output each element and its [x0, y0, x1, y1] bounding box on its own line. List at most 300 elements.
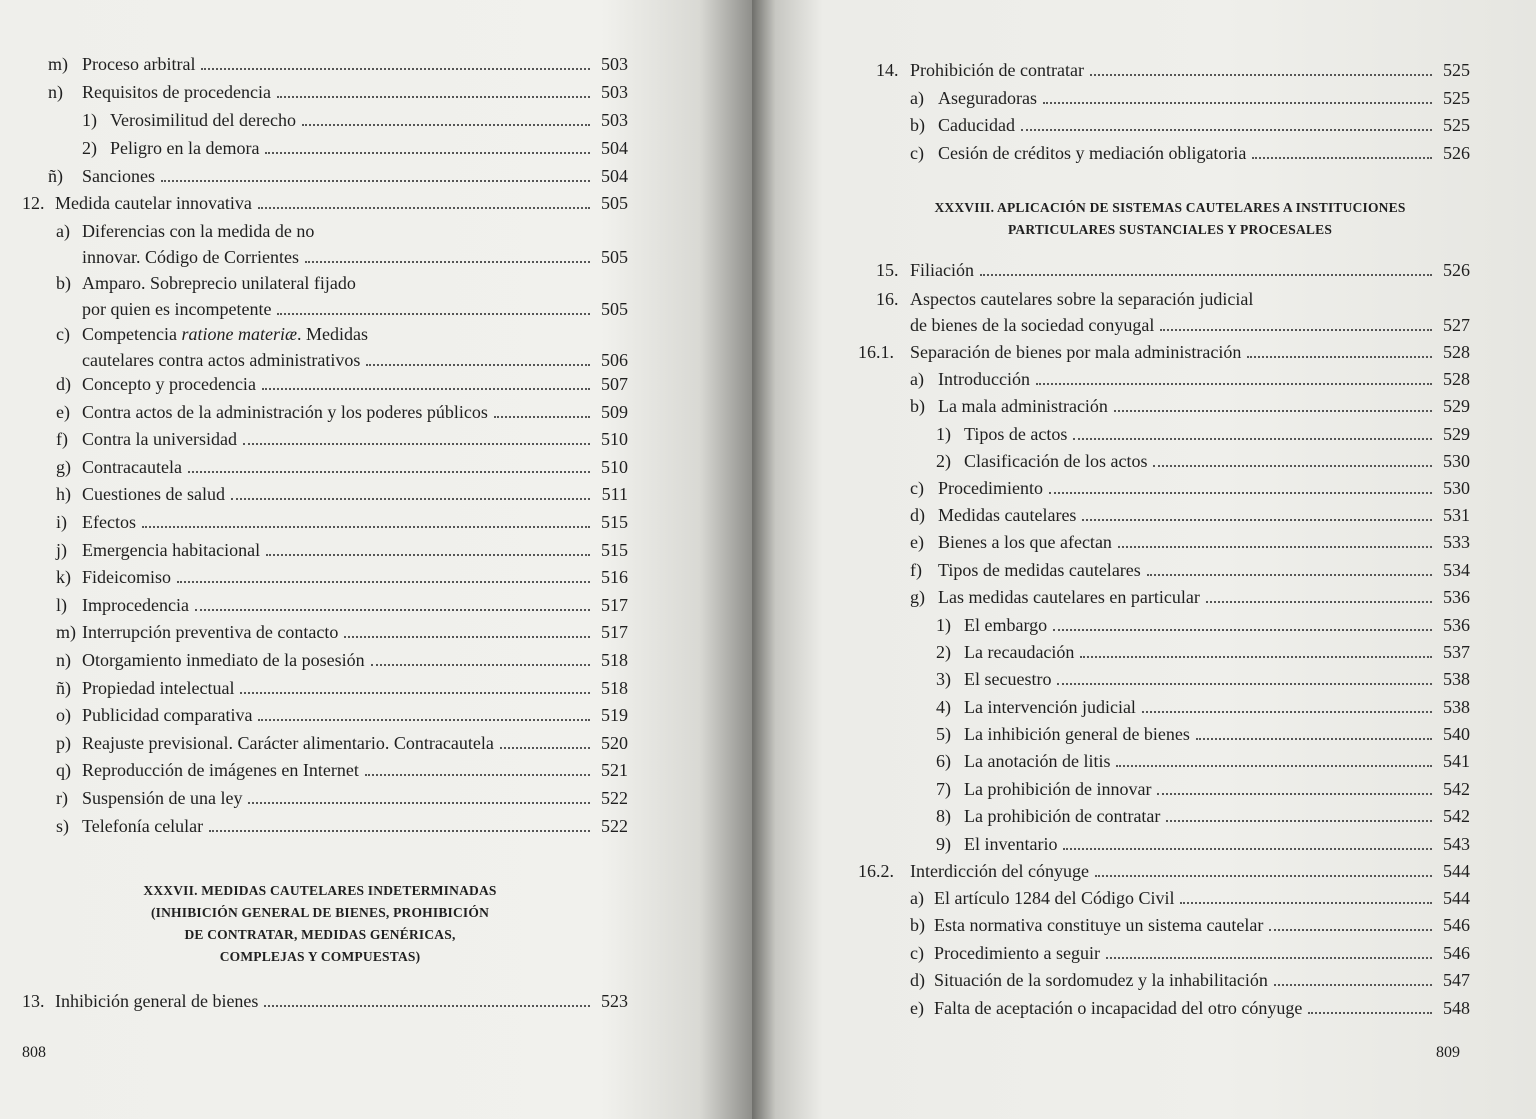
leader-dots: [265, 152, 590, 154]
toc-entry: [56, 591, 628, 619]
page-number: 809: [1436, 1044, 1460, 1061]
leader-dots: [305, 261, 590, 263]
page-reference: 518: [601, 650, 628, 670]
entry-number: o): [56, 705, 71, 726]
page-reference: 538: [1443, 697, 1470, 717]
toc-entry: [910, 474, 1470, 502]
leader-dots: [980, 274, 1432, 276]
leader-dots: [1206, 601, 1432, 603]
entry-number: g): [56, 456, 71, 477]
page-reference: 529: [1443, 424, 1470, 444]
entry-number: h): [56, 484, 71, 505]
page-reference: 521: [601, 760, 628, 781]
entry-number: i): [56, 512, 67, 532]
entry-title-line1: [82, 320, 368, 348]
entry-number: 1): [936, 424, 951, 444]
page-reference: 515: [601, 512, 628, 532]
entry-number: f): [910, 560, 922, 580]
toc-entry: [910, 556, 1470, 584]
page-reference: 504: [601, 138, 628, 158]
entry-number: 6): [936, 751, 951, 771]
entry-title: Interrupción preventiva de contacto: [82, 622, 339, 643]
leader-dots: [209, 830, 590, 832]
page-reference: 510: [601, 456, 628, 477]
leader-dots: [1269, 929, 1432, 931]
leader-dots: [1021, 129, 1432, 131]
entry-number: r): [56, 788, 68, 808]
toc-entry: [48, 50, 628, 78]
leader-dots: [258, 207, 590, 209]
entry-title: Inhibición general de bienes: [55, 991, 259, 1011]
toc-entry: [56, 536, 628, 564]
entry-number: c): [910, 478, 924, 498]
entry-number: 14.: [876, 60, 899, 80]
left-page: [0, 0, 752, 1119]
page-reference: 522: [601, 815, 628, 836]
entry-title: El artículo 1284 del Código Civil: [934, 888, 1175, 908]
entry-number: e): [910, 998, 924, 1018]
entry-number: 15.: [876, 260, 899, 280]
heading-line: DE CONTRATAR, MEDIDAS GENÉRICAS,: [184, 927, 456, 942]
section-heading: [890, 197, 1450, 241]
entry-number: p): [56, 732, 71, 753]
entry-number: j): [56, 539, 67, 560]
entry-title: Verosimilitud del derecho: [110, 110, 296, 130]
toc-entry: [48, 162, 628, 190]
page-reference: 507: [601, 374, 628, 394]
leader-dots: [277, 96, 590, 98]
entry-number: e): [56, 401, 70, 422]
page-reference: 526: [1443, 143, 1470, 163]
entry-title: La mala administración: [938, 396, 1108, 416]
page-reference: 523: [601, 991, 628, 1011]
entry-title: Emergencia habitacional: [82, 539, 261, 560]
page-reference: 503: [601, 110, 628, 130]
page-reference: 543: [1443, 834, 1470, 854]
entry-number: a): [910, 888, 924, 908]
entry-number: 4): [936, 697, 951, 717]
leader-dots: [1157, 793, 1432, 795]
toc-entry: [858, 857, 1470, 885]
leader-dots: [1147, 574, 1432, 576]
leader-dots: [264, 1005, 590, 1007]
toc-entry: [56, 370, 628, 398]
entry-title: Reajuste previsional. Carácter alimentario. Contracautela: [82, 732, 494, 753]
toc-entry: [876, 256, 1470, 284]
heading-line: XXXVII. MEDIDAS CAUTELARES INDETERMINADAS: [143, 883, 497, 898]
toc-entry: [56, 398, 628, 426]
toc-entry: [936, 665, 1470, 693]
leader-dots: [302, 124, 590, 126]
page-reference: 530: [1443, 451, 1470, 471]
page-reference: 525: [1443, 115, 1470, 135]
page-reference: 542: [1443, 806, 1470, 826]
page-reference: 544: [1443, 861, 1470, 881]
toc-entry: [82, 106, 628, 134]
entry-title: Sanciones: [82, 166, 155, 186]
entry-title: Procedimiento a seguir: [934, 943, 1100, 963]
toc-entry: [56, 425, 628, 453]
page-reference: 511: [601, 484, 628, 505]
toc-entry: [56, 563, 628, 591]
entry-number: g): [910, 587, 925, 607]
leader-dots: [262, 388, 590, 390]
leader-dots: [1049, 492, 1432, 494]
entry-number: n): [48, 82, 63, 102]
entry-title: Cesión de créditos y mediación obligatoria: [938, 143, 1247, 163]
toc-entry: [82, 134, 628, 162]
toc-entry: [936, 802, 1470, 830]
toc-entry: [48, 78, 628, 106]
page-reference: 503: [601, 54, 628, 74]
leader-dots: [1053, 629, 1432, 631]
leader-dots: [1247, 356, 1432, 358]
toc-entry: [56, 646, 628, 674]
page-reference: 520: [601, 732, 628, 753]
page-reference: 517: [601, 594, 628, 615]
entry-title-line1: Amparo. Sobreprecio unilateral fijado: [82, 273, 356, 293]
toc-entry: [56, 453, 628, 481]
entry-title: Suspensión de una ley: [82, 788, 243, 808]
entry-title-line2: de bienes de la sociedad conyugal: [910, 315, 1155, 335]
entry-title: Clasificación de los actos: [964, 451, 1148, 471]
leader-dots: [1063, 848, 1432, 850]
entry-title-line1: Aspectos cautelares sobre la separación judicial: [910, 289, 1254, 309]
entry-number: ñ): [56, 677, 71, 698]
leader-dots: [1142, 711, 1432, 713]
leader-dots: [365, 774, 590, 776]
page-reference: 536: [1443, 587, 1470, 607]
heading-line: (INHIBICIÓN GENERAL DE BIENES, PROHIBICIÓN: [150, 905, 490, 920]
page-reference: 533: [1443, 532, 1470, 552]
toc-entry: [936, 830, 1470, 858]
leader-dots: [142, 526, 590, 528]
entry-title-line2: por quien es incompetente: [82, 299, 272, 319]
leader-dots: [258, 719, 590, 721]
leader-dots: [201, 68, 590, 70]
entry-number: d): [910, 970, 925, 990]
entry-title: Telefonía celular: [82, 815, 204, 836]
entry-number: b): [910, 396, 925, 416]
toc-entry: [936, 611, 1470, 639]
page-reference: 505: [601, 193, 628, 213]
leader-dots: [344, 636, 590, 638]
entry-title: Peligro en la demora: [110, 138, 260, 158]
entry-number: c): [56, 324, 70, 344]
entry-title: Procedimiento: [938, 478, 1043, 498]
leader-dots: [1114, 410, 1432, 412]
toc-entry: [56, 756, 628, 784]
entry-number: 16.: [876, 289, 899, 309]
entry-number: s): [56, 815, 69, 836]
entry-title: Improcedencia: [82, 594, 189, 615]
entry-number: b): [910, 115, 925, 135]
page-reference: 540: [1443, 724, 1470, 744]
section-heading: [60, 880, 580, 968]
toc-entry: [936, 693, 1470, 721]
entry-number: 8): [936, 806, 951, 826]
toc-entry-continuation: [82, 243, 628, 271]
toc-entry: [56, 480, 628, 508]
page-reference: 546: [1443, 915, 1470, 935]
toc-entry-continuation: [910, 311, 1470, 339]
entry-number: 1): [936, 615, 951, 635]
page-reference: 542: [1443, 779, 1470, 799]
entry-number: m): [48, 54, 68, 74]
toc-entry: [910, 392, 1470, 420]
title-text: Competencia: [82, 324, 182, 344]
toc-entry: [858, 338, 1470, 366]
toc-entry: [910, 583, 1470, 611]
entry-title: Medida cautelar innovativa: [55, 193, 252, 213]
leader-dots: [177, 581, 590, 583]
entry-title: Fideicomiso: [82, 567, 171, 588]
entry-number: m): [56, 622, 76, 643]
leader-dots: [1252, 157, 1432, 159]
toc-entry: [910, 994, 1470, 1022]
leader-dots: [1153, 465, 1432, 467]
entry-title: Filiación: [910, 260, 974, 280]
entry-title: Contra actos de la administración y los poderes públicos: [82, 401, 488, 422]
leader-dots: [188, 471, 590, 473]
toc-entry: [936, 638, 1470, 666]
entry-number: a): [910, 369, 924, 389]
entry-title: Falta de aceptación o incapacidad del otro cónyuge: [934, 998, 1303, 1018]
page-reference: 526: [1443, 260, 1470, 280]
toc-entry: [910, 911, 1470, 939]
leader-dots: [1080, 656, 1432, 658]
toc-entry: [910, 111, 1470, 139]
page-reference: 519: [601, 705, 628, 726]
entry-title: La intervención judicial: [964, 697, 1136, 717]
leader-dots: [500, 747, 590, 749]
page-reference: 522: [601, 788, 628, 808]
toc-entry: [936, 420, 1470, 448]
entry-title: La prohibición de innovar: [964, 779, 1152, 799]
toc-entry: [936, 447, 1470, 475]
entry-title: Esta normativa constituye un sistema cautelar: [934, 915, 1264, 935]
entry-title: Cuestiones de salud: [82, 484, 225, 505]
entry-number: 3): [936, 669, 951, 689]
toc-entry-continuation: [82, 295, 628, 323]
leader-dots: [1036, 383, 1432, 385]
entry-title: Contracautela: [82, 456, 182, 477]
entry-title: Concepto y procedencia: [82, 374, 256, 394]
entry-number: b): [56, 273, 71, 293]
entry-title: El inventario: [964, 834, 1058, 854]
leader-dots: [366, 364, 590, 366]
leader-dots: [1118, 546, 1432, 548]
entry-number: 16.2.: [858, 861, 894, 881]
toc-entry: [910, 139, 1470, 167]
entry-title: Contra la universidad: [82, 429, 237, 450]
leader-dots: [195, 609, 590, 611]
page-reference: 541: [1443, 751, 1470, 771]
toc-entry: [910, 501, 1470, 529]
page-reference: 505: [601, 247, 628, 267]
right-page: [752, 0, 1536, 1119]
leader-dots: [1073, 438, 1432, 440]
title-text: . Medidas: [296, 324, 368, 344]
entry-number: b): [910, 915, 925, 935]
leader-dots: [1274, 984, 1432, 986]
leader-dots: [1106, 957, 1432, 959]
heading-line: XXXVIII. APLICACIÓN DE SISTEMAS CAUTELARES A INSTITUCIONES: [934, 200, 1406, 215]
entry-number: n): [56, 650, 71, 670]
toc-entry: [22, 987, 628, 1015]
leader-dots: [1082, 519, 1432, 521]
entry-title: Caducidad: [938, 115, 1015, 135]
entry-title: Introducción: [938, 369, 1030, 389]
page-reference: 510: [601, 429, 628, 450]
toc-entry: [910, 966, 1470, 994]
page-reference: 517: [601, 622, 628, 643]
entry-title: La recaudación: [964, 642, 1075, 662]
leader-dots: [1043, 102, 1432, 104]
entry-title: Propiedad intelectual: [82, 677, 235, 698]
page-reference: 509: [601, 401, 628, 422]
toc-entry: [876, 56, 1470, 84]
entry-title: Bienes a los que afectan: [938, 532, 1112, 552]
entry-number: 12.: [22, 193, 45, 213]
leader-dots: [266, 554, 590, 556]
entry-title: Situación de la sordomudez y la inhabilitación: [934, 970, 1268, 990]
entry-title: Medidas cautelares: [938, 505, 1077, 525]
entry-number: ñ): [48, 166, 63, 186]
leader-dots: [371, 664, 590, 666]
page-reference: 529: [1443, 396, 1470, 416]
entry-number: 7): [936, 779, 951, 799]
leader-dots: [231, 498, 590, 500]
leader-dots: [277, 313, 590, 315]
entry-title: Separación de bienes por mala administración: [910, 342, 1242, 362]
page-reference: 518: [601, 677, 628, 698]
page-reference: 504: [601, 166, 628, 186]
heading-line: PARTICULARES SUSTANCIALES Y PROCESALES: [1007, 222, 1333, 237]
entry-number: 1): [82, 110, 97, 130]
page-reference: 548: [1443, 998, 1470, 1018]
toc-entry: [56, 701, 628, 729]
leader-dots: [1116, 765, 1432, 767]
toc-entry: [910, 365, 1470, 393]
page-reference: 547: [1443, 970, 1470, 990]
entry-title: Proceso arbitral: [82, 54, 196, 74]
heading-line: COMPLEJAS Y COMPUESTAS): [219, 949, 421, 964]
entry-number: d): [56, 374, 71, 394]
page-reference: 506: [601, 350, 628, 370]
entry-number: 9): [936, 834, 951, 854]
toc-entry: [936, 720, 1470, 748]
page-number: 808: [22, 1044, 46, 1061]
entry-title-line1: Diferencias con la medida de no: [82, 221, 315, 241]
toc-entry: [22, 189, 628, 217]
entry-number: k): [56, 567, 71, 588]
leader-dots: [1095, 875, 1432, 877]
leader-dots: [1180, 902, 1432, 904]
entry-number: c): [910, 143, 924, 163]
entry-title: Efectos: [82, 512, 136, 532]
title-latin-term: ratione materiæ: [181, 324, 297, 344]
page-reference: 525: [1443, 60, 1470, 80]
entry-number: e): [910, 532, 924, 552]
page-reference: 528: [1443, 342, 1470, 362]
entry-number: a): [910, 88, 924, 108]
leader-dots: [1196, 738, 1432, 740]
entry-title: Otorgamiento inmediato de la posesión: [82, 650, 365, 670]
entry-number: q): [56, 760, 71, 781]
toc-entry: [56, 674, 628, 702]
leader-dots: [248, 802, 590, 804]
entry-number: c): [910, 943, 924, 963]
entry-title: Tipos de medidas cautelares: [938, 560, 1141, 580]
entry-number: 2): [82, 138, 97, 158]
entry-number: 13.: [22, 991, 45, 1011]
entry-title: Aseguradoras: [938, 88, 1037, 108]
leader-dots: [1308, 1012, 1432, 1014]
entry-title-line2: innovar. Código de Corrientes: [82, 247, 299, 267]
entry-title: Interdicción del cónyuge: [910, 861, 1089, 881]
toc-entry: [936, 775, 1470, 803]
toc-entry: [56, 729, 628, 757]
toc-entry: [910, 84, 1470, 112]
toc-entry: [56, 618, 628, 646]
page-reference: 536: [1443, 615, 1470, 635]
entry-number: a): [56, 221, 70, 241]
leader-dots: [240, 692, 590, 694]
leader-dots: [494, 416, 590, 418]
entry-number: 16.1.: [858, 342, 894, 362]
entry-title: La prohibición de contratar: [964, 806, 1161, 826]
page-reference: 530: [1443, 478, 1470, 498]
page-reference: 505: [601, 299, 628, 319]
leader-dots: [1160, 329, 1432, 331]
page-reference: 528: [1443, 369, 1470, 389]
toc-entry: [910, 939, 1470, 967]
entry-title: Publicidad comparativa: [82, 705, 253, 726]
toc-entry: [56, 812, 628, 840]
entry-title: Tipos de actos: [964, 424, 1068, 444]
leader-dots: [243, 443, 590, 445]
entry-number: f): [56, 429, 68, 450]
entry-title: La anotación de litis: [964, 751, 1111, 771]
leader-dots: [1057, 683, 1432, 685]
page-reference: 525: [1443, 88, 1470, 108]
toc-entry: [56, 784, 628, 812]
toc-entry: [910, 528, 1470, 556]
toc-entry: [936, 747, 1470, 775]
entry-title: El secuestro: [964, 669, 1052, 689]
page-reference: 516: [601, 567, 628, 588]
leader-dots: [1090, 74, 1432, 76]
entry-number: 2): [936, 642, 951, 662]
entry-title: Requisitos de procedencia: [82, 82, 271, 102]
page-reference: 531: [1443, 505, 1470, 525]
page-reference: 537: [1443, 642, 1470, 662]
entry-title-line2: cautelares contra actos administrativos: [82, 350, 361, 370]
page-reference: 503: [601, 82, 628, 102]
leader-dots: [1166, 820, 1432, 822]
toc-entry: [56, 508, 628, 536]
page-reference: 534: [1443, 560, 1470, 580]
page-reference: 538: [1443, 669, 1470, 689]
page-reference: 546: [1443, 943, 1470, 963]
page-reference: 515: [601, 539, 628, 560]
entry-title: Las medidas cautelares en particular: [938, 587, 1200, 607]
entry-number: l): [56, 594, 67, 615]
entry-title: Reproducción de imágenes en Internet: [82, 760, 359, 781]
toc-entry: [910, 884, 1470, 912]
page-reference: 544: [1443, 888, 1470, 908]
